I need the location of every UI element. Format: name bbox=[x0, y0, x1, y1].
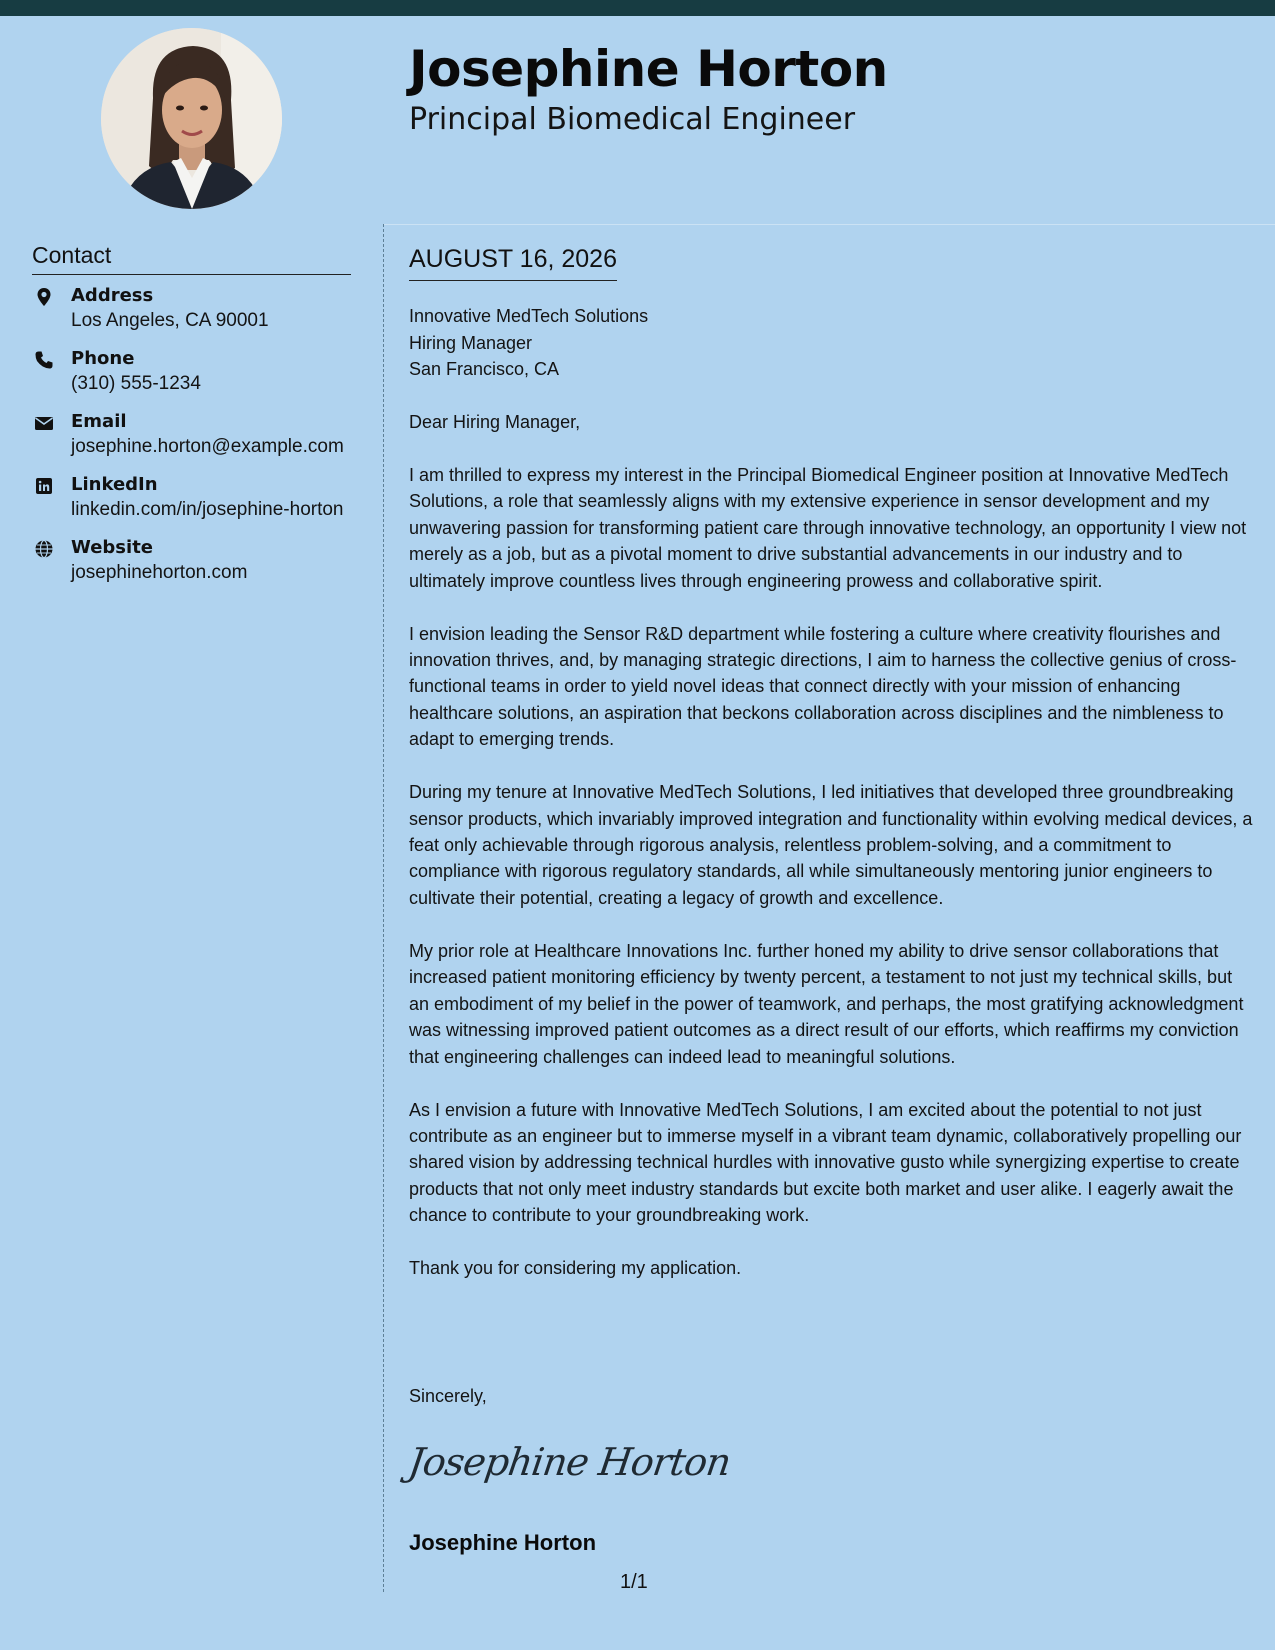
contact-heading: Contact bbox=[32, 242, 351, 275]
contact-value: Los Angeles, CA 90001 bbox=[71, 310, 269, 331]
globe-icon bbox=[34, 539, 54, 559]
job-title: Principal Biomedical Engineer bbox=[409, 102, 856, 137]
envelope-icon bbox=[34, 413, 54, 433]
contact-label: Website bbox=[71, 537, 154, 558]
letter-body bbox=[409, 409, 1253, 1308]
recipient-company: Innovative MedTech Solutions bbox=[409, 306, 649, 326]
contact-label: Email bbox=[71, 411, 127, 432]
contact-value[interactable]: josephinehorton.com bbox=[71, 562, 248, 583]
top-accent-bar bbox=[0, 0, 1275, 16]
signed-name: Josephine Horton bbox=[409, 1530, 597, 1555]
letter-paragraph: My prior role at Healthcare Innovations Inc. further honed my ability to drive sensor collaborations that increased patient monitoring efficiency by twenty percent, a testament to not just my technical skills, but an embodiment of my belief in the power of teamwork, and perhaps, the most gratifying acknowledgment was witnessing improved patient outcomes as a direct result of our efforts, which reaffirms my conviction that engineering challenges can indeed lead to meaningful solutions. bbox=[409, 940, 1244, 1067]
map-pin-icon bbox=[34, 287, 54, 307]
contact-item-website bbox=[32, 537, 362, 600]
recipient-block bbox=[409, 303, 648, 383]
letter-paragraph: As I envision a future with Innovative MedTech Solutions, I am excited about the potential to not just contribute as an engineer but to immerse myself in a vibrant team dynamic, collaboratively propelling our shared vision by addressing technical hurdles with innovative gusto while synergizing expertise to create products that not only meet industry standards but excite both market and user alike. I eagerly await the chance to contribute to your groundbreaking work. bbox=[409, 1099, 1242, 1226]
contact-list bbox=[32, 285, 362, 600]
letter-paragraph: I am thrilled to express my interest in the Principal Biomedical Engineer position at Innovative MedTech Solutions, a role that seamlessly aligns with my extensive experience in sensor development and my unwavering passion for transforming patient care through innovative technology, an opportunity I view not merely as a job, but as a pivotal moment to drive substantial advancements in our industry and to ultimately improve countless lives through engineering prowess and collaborative spirit. bbox=[409, 465, 1247, 591]
letter-date: AUGUST 16, 2026 bbox=[409, 245, 617, 281]
column-divider bbox=[383, 224, 384, 1592]
recipient-location: San Francisco, CA bbox=[409, 359, 560, 379]
header-divider bbox=[384, 224, 1275, 225]
closing: Sincerely, bbox=[409, 1386, 487, 1406]
contact-value: (310) 555-1234 bbox=[71, 373, 201, 394]
letter-paragraph: Thank you for considering my application. bbox=[409, 1258, 742, 1279]
contact-value[interactable]: josephine.horton@example.com bbox=[71, 436, 344, 457]
contact-label: Address bbox=[71, 285, 154, 306]
page-number: 1/1 bbox=[620, 1571, 648, 1593]
phone-icon bbox=[34, 350, 54, 370]
profile-photo bbox=[101, 28, 282, 209]
handwritten-signature: Josephine Horton bbox=[405, 1440, 733, 1484]
linkedin-icon bbox=[34, 476, 54, 496]
salutation: Dear Hiring Manager, bbox=[409, 412, 581, 432]
letter-paragraph: I envision leading the Sensor R&D department while fostering a culture where creativity flourishes and innovation thrives, and, by managing strategic directions, I aim to harness the collective genius of cross-functional teams in order to yield novel ideas that connect directly with your mission of enhancing healthcare solutions, an aspiration that beckons collaboration across disciplines and the nimbleness to adapt to emerging trends. bbox=[409, 623, 1237, 750]
candidate-name: Josephine Horton bbox=[409, 40, 888, 98]
contact-item-linkedin bbox=[32, 474, 362, 537]
contact-label: Phone bbox=[71, 348, 135, 369]
letter-paragraph: During my tenure at Innovative MedTech Solutions, I led initiatives that developed three groundbreaking sensor products, which invariably improved integration and functionality within evolving medical devices, a feat only achievable through rigorous analysis, relentless problem-solving, and a commitment to compliance with rigorous regulatory standards, all while simultaneously mentoring junior engineers to cultivate their potential, creating a legacy of growth and excellence. bbox=[409, 782, 1253, 908]
contact-item-email bbox=[32, 411, 362, 474]
contact-item-phone bbox=[32, 348, 362, 411]
contact-item-address bbox=[32, 285, 362, 348]
recipient-role: Hiring Manager bbox=[409, 332, 533, 353]
contact-label: LinkedIn bbox=[71, 474, 158, 495]
contact-value[interactable]: linkedin.com/in/josephine-horton bbox=[71, 499, 344, 520]
